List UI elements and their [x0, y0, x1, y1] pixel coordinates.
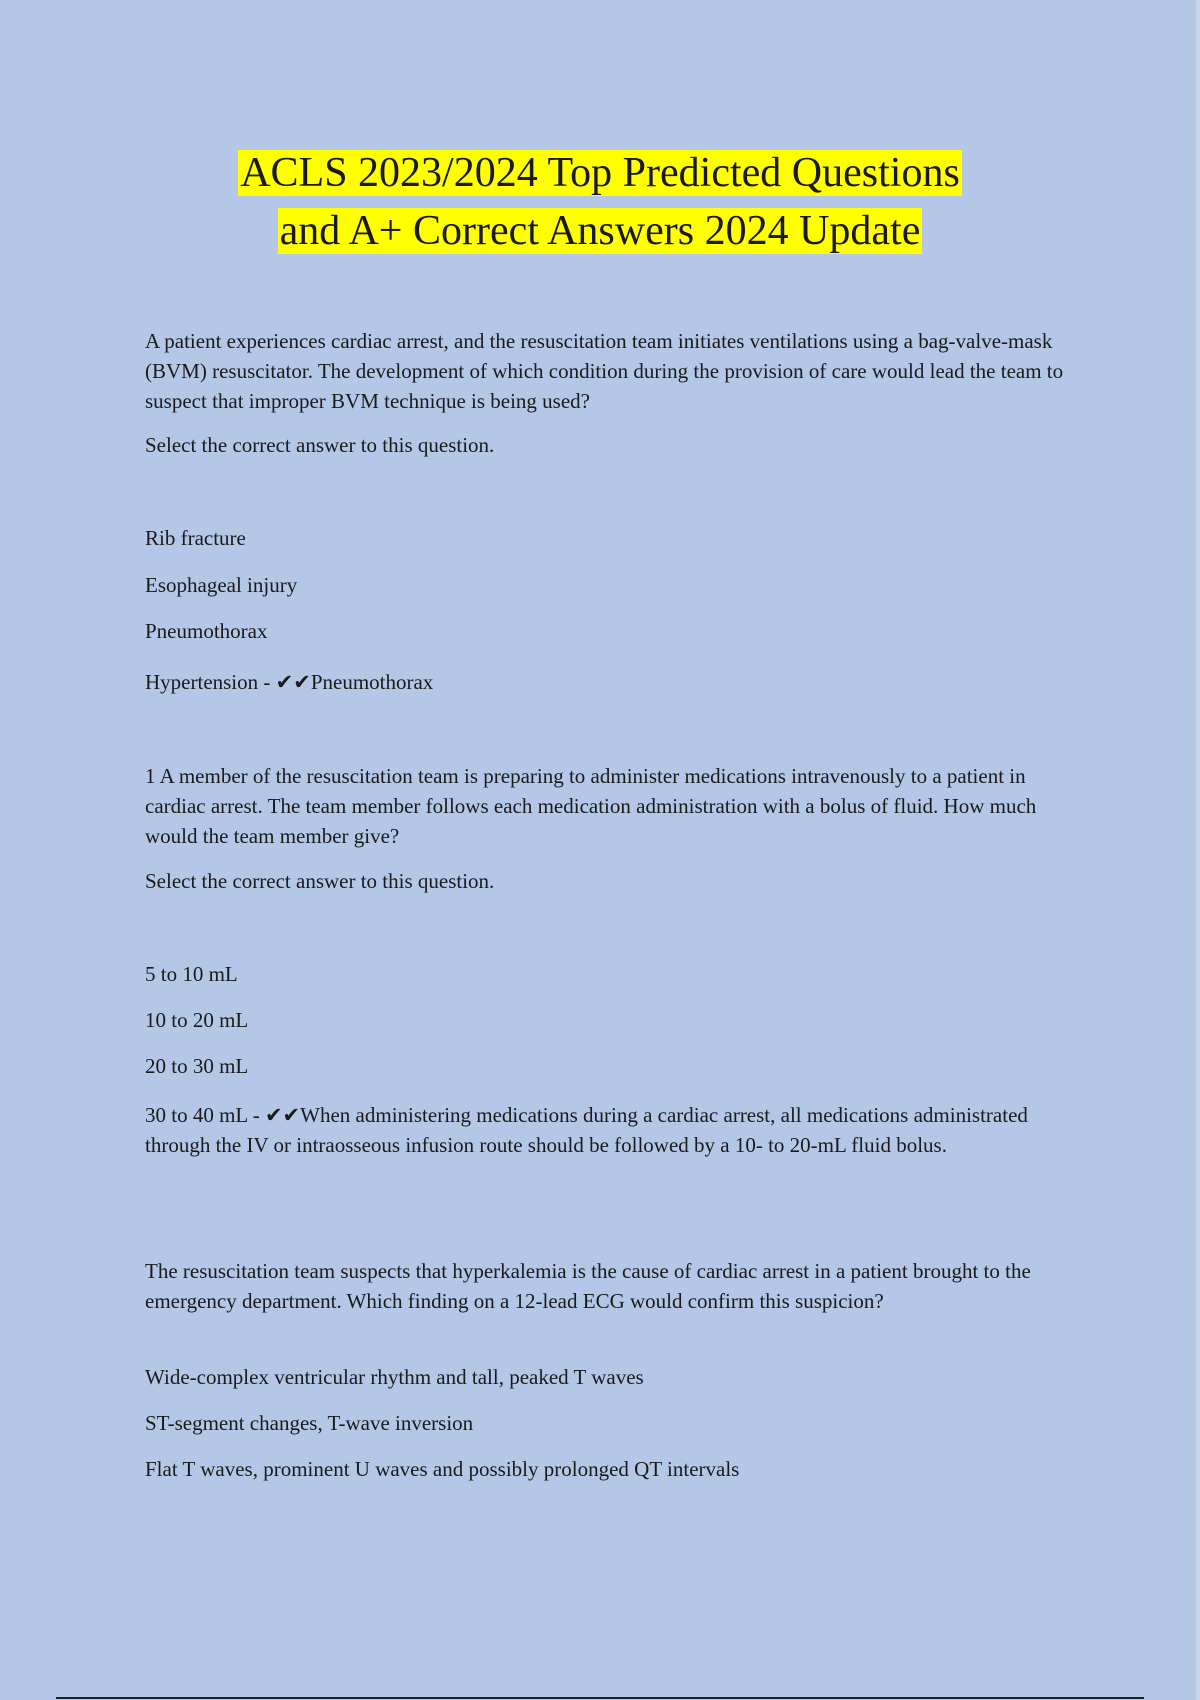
question-2-prompt [145, 866, 1065, 896]
question-1-option-2 [145, 570, 1065, 600]
answer-option: Pneumothorax [145, 619, 268, 643]
question-text: 1 A member of the resuscitation team is preparing to administer medications intravenously to a patient in cardiac arrest. The team member follows each medication administration with a bolus of fluid. How much would the team member give? [145, 764, 1037, 848]
question-text: A patient experiences cardiac arrest, and the resuscitation team initiates ventilations using a bag-valve-mask (BVM) resuscitator. The development of which condition during the provision of care would lead the team to suspect that improper BVM technique is being used? [145, 329, 1064, 413]
question-3-text [145, 1256, 1065, 1316]
title-line-1: ACLS 2023/2024 Top Predicted Questions [240, 150, 960, 196]
question-2-option-1 [145, 959, 1065, 989]
answer-option: 5 to 10 mL [145, 962, 238, 986]
question-1-prompt [145, 430, 1065, 460]
answer-option: Flat T waves, prominent U waves and possibly prolonged QT intervals [145, 1457, 740, 1481]
title-line-2: and A+ Correct Answers 2024 Update [279, 208, 921, 254]
answer-option: 10 to 20 mL [145, 1008, 249, 1032]
question-2-option-3 [145, 1051, 1065, 1081]
answer-option: 20 to 30 mL [145, 1054, 249, 1078]
answer-option: Esophageal injury [145, 573, 298, 597]
question-2-text [145, 761, 1065, 851]
question-1-option-1 [145, 523, 1065, 553]
document-title [0, 144, 1200, 260]
answer-option: 30 to 40 mL - ✔✔When administering medications during a cardiac arrest, all medications administrated through the IV or intraosseous infusion route should be followed by a 10- to 20-mL fluid bolus. [145, 1103, 1028, 1157]
question-2-option-2 [145, 1005, 1065, 1035]
question-1-option-4-with-answer [145, 667, 1065, 697]
question-2-option-4-with-answer [145, 1100, 1065, 1160]
page-divider [56, 1697, 1144, 1699]
question-1-text [145, 326, 1065, 416]
answer-option: Rib fracture [145, 526, 246, 550]
answer-option: Hypertension - ✔✔Pneumothorax [145, 670, 434, 694]
answer-option: Wide-complex ventricular rhythm and tall, peaked T waves [145, 1365, 644, 1389]
answer-prompt: Select the correct answer to this question. [145, 869, 495, 893]
answer-option: ST-segment changes, T-wave inversion [145, 1411, 474, 1435]
question-3-option-2 [145, 1408, 1065, 1438]
answer-prompt: Select the correct answer to this question. [145, 433, 495, 457]
question-1-option-3 [145, 616, 1065, 646]
question-3-option-3 [145, 1454, 1065, 1484]
question-3-option-1 [145, 1362, 1065, 1392]
question-text: The resuscitation team suspects that hyperkalemia is the cause of cardiac arrest in a patient brought to the emergency department. Which finding on a 12-lead ECG would confirm this suspicion? [145, 1259, 1031, 1313]
